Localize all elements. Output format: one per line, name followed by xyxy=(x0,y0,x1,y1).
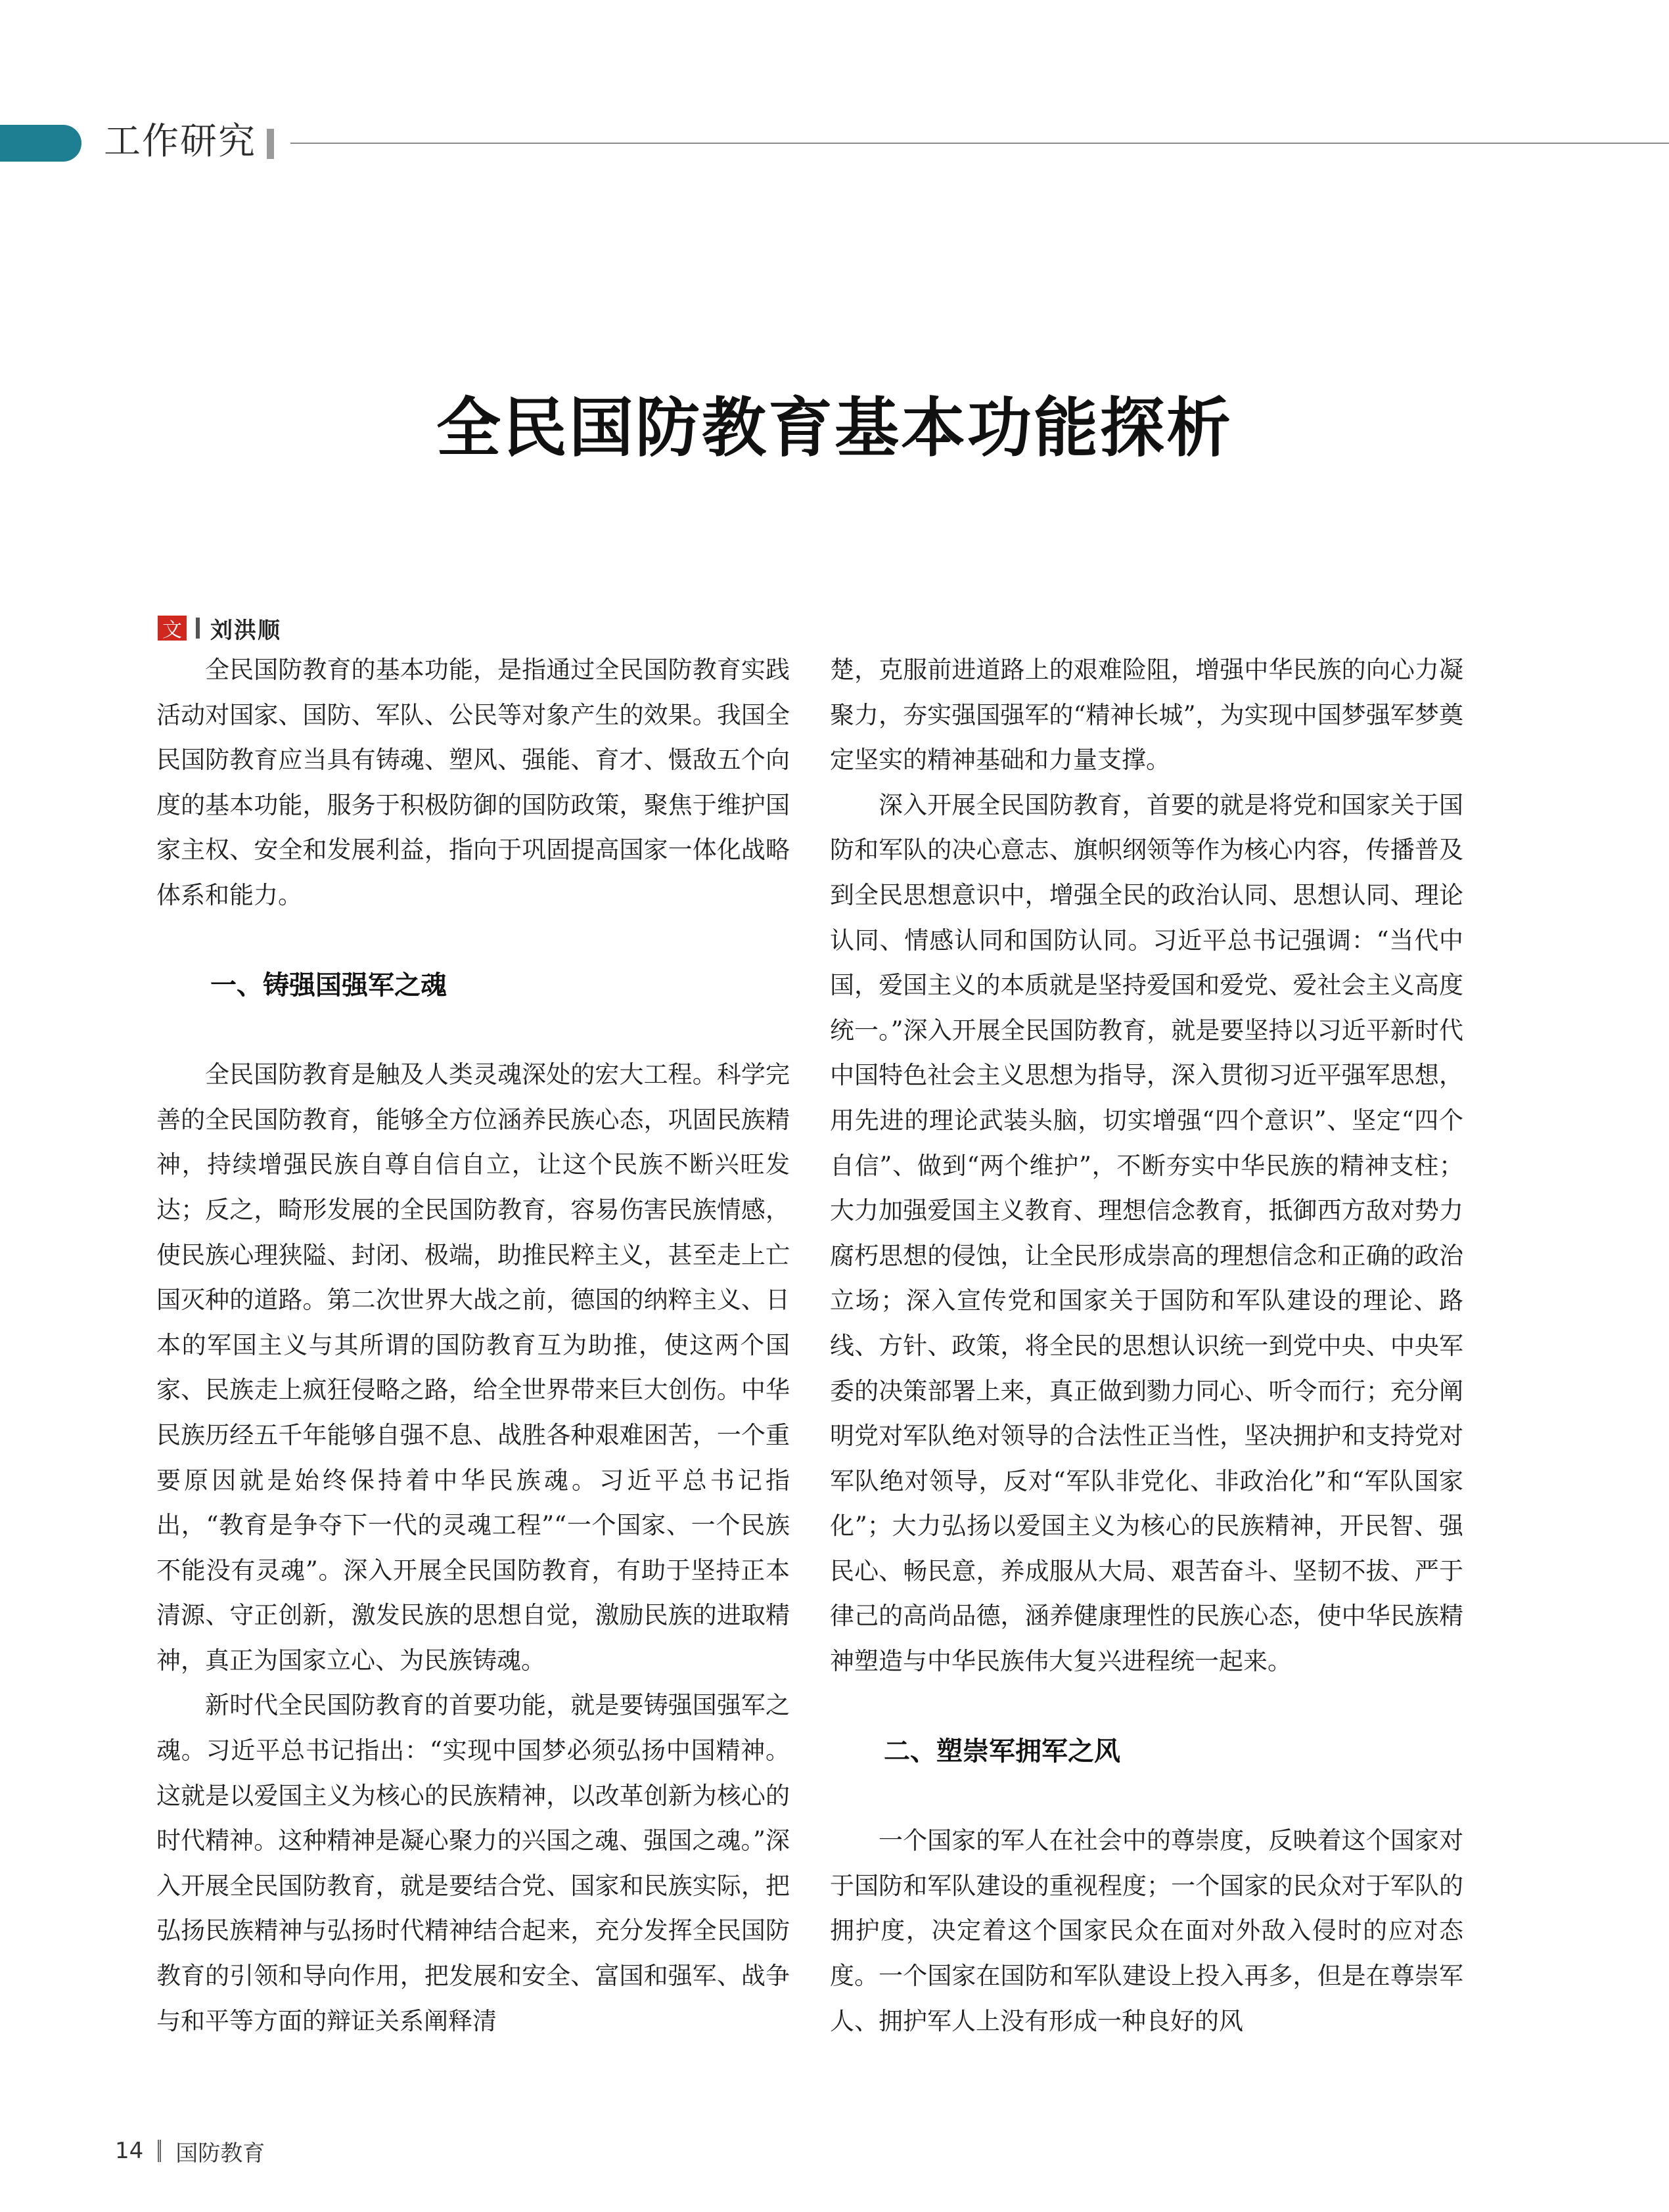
author-mark-badge: 文 xyxy=(158,616,187,641)
paragraph: 全民国防教育的基本功能，是指通过全民国防教育实践活动对国家、国防、军队、公民等对象产生的效果。我国全民国防教育应当具有铸魂、塑风、强能、育才、慑敌五个向度的基本功能，服务于积极防御的国防政策，聚焦于维护国家主权、安全和发展利益，指向于巩固提高国家一体化战略体系和能力。 xyxy=(156,656,790,909)
paragraph: 深入开展全民国防教育，首要的就是将党和国家关于国防和军队的决心意志、旗帜纲领等作为核心内容，传播普及到全民思想意识中，增强全民的政治认同、思想认同、理论认同、情感认同和国防认同。习近平总书记强调：“当代中国，爱国主义的本质就是坚持爱国和爱党、爱社会主义高度统一。”深入开展全民国防教育，就是要坚持以习近平新时代中国特色社会主义思想为指导，深入贯彻习近平强军思想，用先进的理论武装头脑，切实增强“四个意识”、坚定“四个自信”、做到“两个维护”，不断夯实中华民族的精神支柱；大力加强爱国主义教育、理想信念教育，抵御西方敌对势力腐朽思想的侵蚀，让全民形成崇高的理想信念和正确的政治立场；深入宣传党和国家关于国防和军队建设的理论、路线、方针、政策，将全民的思想认识统一到党中央、中央军委的决策部署上来，真正做到勠力同心、听令而行；充分阐明党对军队绝对领导的合法性正当性，坚决拥护和支持党对军队绝对领导，反对“军队非党化、非政治化”和“军队国家化”；大力弘扬以爱国主义为核心的民族精神，开民智、强民心、畅民意，养成服从大局、艰苦奋斗、坚韧不拔、严于律己的高尚品德，涵养健康理性的民族心态，使中华民族精神塑造与中华民族伟大复兴进程统一起来。 xyxy=(830,790,1463,1676)
section-label: 工作研究 xyxy=(104,120,256,163)
byline xyxy=(158,612,281,644)
paragraph: 一个国家的军人在社会中的尊崇度，反映着这个国家对于国防和军队建设的重视程度；一个国家的民众对于军队的拥护度，决定着这个国家民众在面对外敌入侵时的应对态度。一个国家在国防和军队建设上投入再多，但是在尊崇军人、拥护军人上没有形成一种良好的风 xyxy=(830,1826,1463,2035)
author-name: 刘洪顺 xyxy=(210,617,281,644)
page-footer xyxy=(115,2131,265,2171)
publication-name: 国防教育 xyxy=(175,2140,265,2167)
right-column xyxy=(830,648,1463,2044)
header-divider-bar xyxy=(267,129,274,159)
article-title: 全民国防教育基本功能探析 xyxy=(436,391,1233,466)
header-accent-tab xyxy=(0,125,81,162)
page-number: 14 xyxy=(115,2138,144,2164)
section-heading: 一、铸强国强军之魂 xyxy=(210,970,447,1001)
paragraph: 新时代全民国防教育的首要功能，就是要铸强国强军之魂。习近平总书记指出：“实现中国梦必须弘扬中国精神。这就是以爱国主义为核心的民族精神，以改革创新为核心的时代精神。这种精神是凝心聚力的兴国之魂、强国之魂。”深入开展全民国防教育，就是要结合党、国家和民族实际，把弘扬民族精神与弘扬时代精神结合起来，充分发挥全民国防教育的引领和导向作用，把发展和安全、富国和强军、战争与和平等方面的辩证关系阐释清 xyxy=(156,1691,790,2035)
section-heading: 二、塑崇军拥军之风 xyxy=(884,1736,1120,1767)
header-rule xyxy=(290,143,1669,144)
byline-separator xyxy=(196,618,200,639)
paragraph: 楚，克服前进道路上的艰难险阻，增强中华民族的向心力凝聚力，夯实强国强军的“精神长城”，为实现中国梦强军梦奠定坚实的精神基础和力量支撑。 xyxy=(830,656,1463,775)
footer-separator xyxy=(158,2140,161,2162)
paragraph: 全民国防教育是触及人类灵魂深处的宏大工程。科学完善的全民国防教育，能够全方位涵养民族心态，巩固民族精神，持续增强民族自尊自信自立，让这个民族不断兴旺发达；反之，畸形发展的全民国防教育，容易伤害民族情感，使民族心理狭隘、封闭、极端，助推民粹主义，甚至走上亡国灭种的道路。第二次世界大战之前，德国的纳粹主义、日本的军国主义与其所谓的国防教育互为助推，使这两个国家、民族走上疯狂侵略之路，给全世界带来巨大创伤。中华民族历经五千年能够自强不息、战胜各种艰难困苦，一个重要原因就是始终保持着中华民族魂。习近平总书记指出，“教育是争夺下一代的灵魂工程”“一个国家、一个民族不能没有灵魂”。深入开展全民国防教育，有助于坚持正本清源、守正创新，激发民族的思想自觉，激励民族的进取精神，真正为国家立心、为民族铸魂。 xyxy=(156,1060,790,1675)
left-column xyxy=(156,648,790,2044)
